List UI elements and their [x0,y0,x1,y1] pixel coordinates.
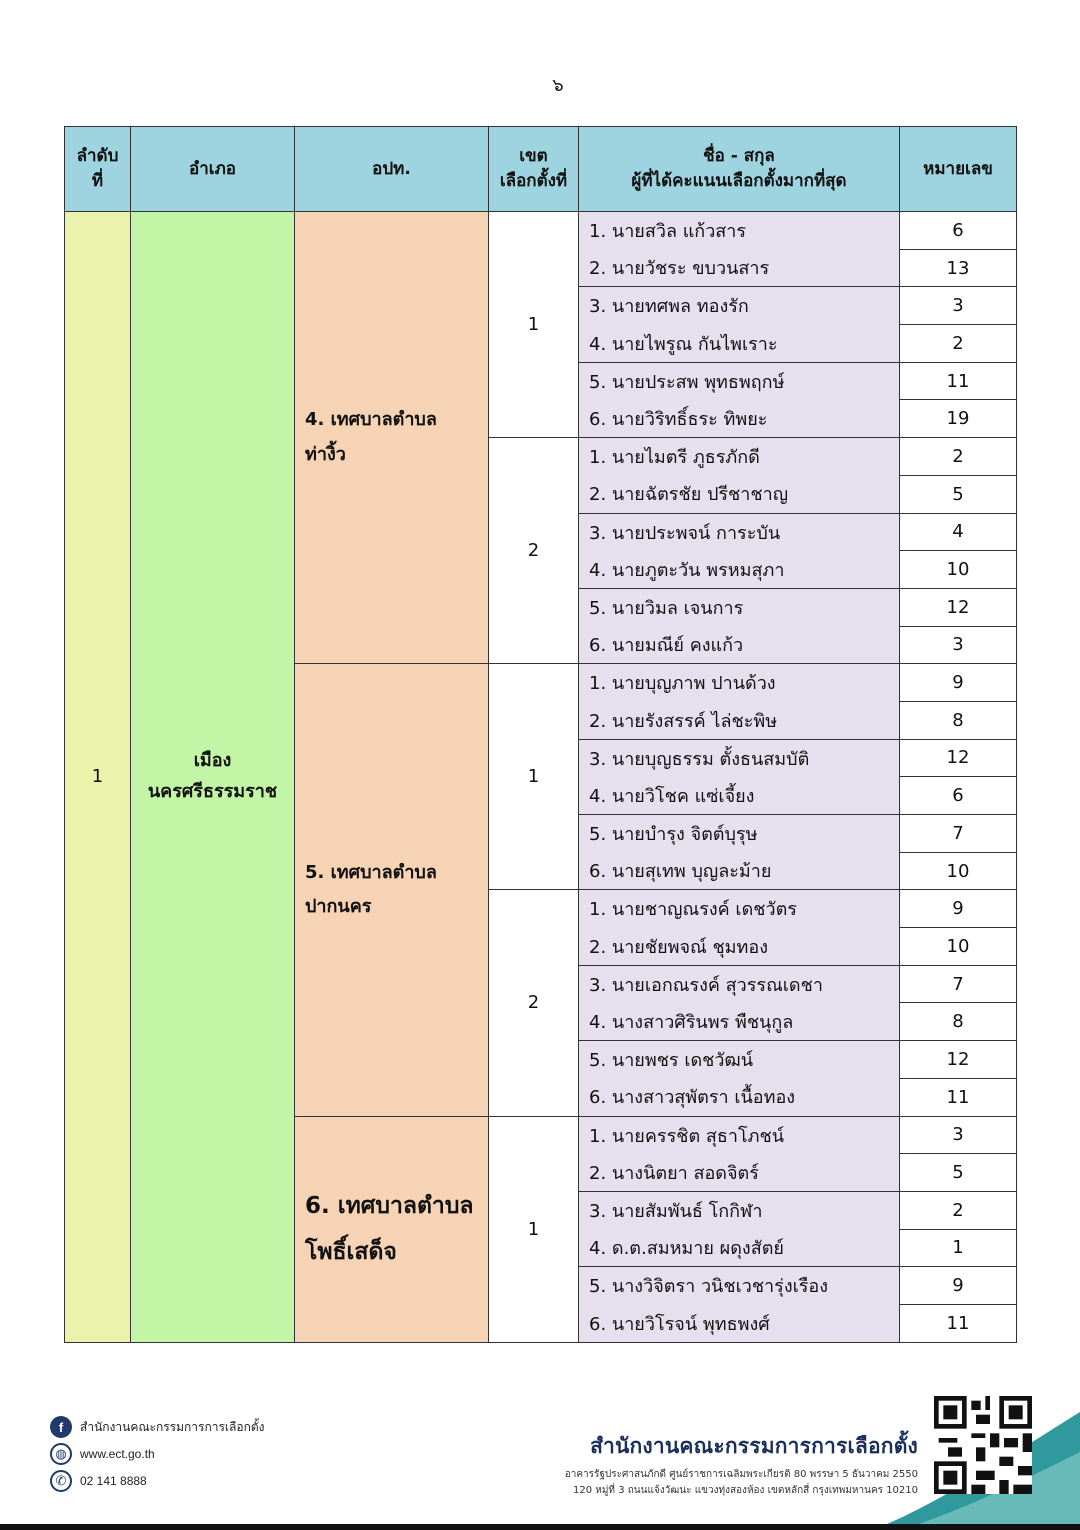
candidate-name: 1. นายชาญณรงค์ เดชวัตร [579,890,900,928]
opt-cell: 5. เทศบาลตำบล ปากนคร [295,664,489,1116]
org-address-line1: อาคารรัฐประศาสนภักดี ศูนย์ราชการเฉลิมพระเกียรติ 80 พรรษา 5 ธันวาคม 2550 [564,1469,918,1480]
candidate-number: 11 [900,362,1017,400]
candidate-name: 5. นายวิมล เจนการ [579,588,900,626]
candidate-number: 2 [900,1191,1017,1229]
candidate-name: 2. นายวัชระ ขบวนสาร [579,249,900,287]
candidate-number: 11 [900,1304,1017,1342]
candidate-number: 9 [900,890,1017,928]
phone-icon: ✆ [50,1470,72,1492]
zone-cell: 1 [489,212,579,438]
candidate-name: 6. นายวิโรจน์ พุทธพงศ์ [579,1304,900,1342]
candidate-name: 4. นางสาวศิรินพร พืชนุกูล [579,1003,900,1041]
candidate-name: 3. นายสัมพันธ์ โกกิฬา [579,1191,900,1229]
candidate-name: 6. นายสุเทพ บุญละม้าย [579,852,900,890]
candidate-number: 3 [900,626,1017,664]
candidate-number: 7 [900,815,1017,853]
website-text: www.ect.go.th [80,1447,155,1461]
zone-cell: 1 [489,664,579,890]
candidate-number: 6 [900,212,1017,250]
header-number: หมายเลข [900,127,1017,212]
candidate-name: 2. นายชัยพจณ์ ชุมทอง [579,928,900,966]
amphoe-cell: เมือง นครศรีธรรมราช [131,212,295,1343]
candidate-number: 1 [900,1229,1017,1267]
header-name: ชื่อ - สกุล ผู้ที่ได้คะแนนเลือกตั้งมากที่สุด [579,127,900,212]
contact-info [50,1414,264,1495]
order-cell: 1 [65,212,131,1343]
candidate-name: 1. นายครรชิต สุธาโภชน์ [579,1116,900,1154]
candidate-number: 13 [900,249,1017,287]
candidate-name: 1. นายไมตรี ภูธรภักดี [579,438,900,476]
candidate-number: 12 [900,1041,1017,1079]
header-zone: เขต เลือกตั้งที่ [489,127,579,212]
candidate-number: 10 [900,852,1017,890]
candidate-number: 5 [900,475,1017,513]
globe-icon: ◍ [50,1443,72,1465]
opt-cell: 4. เทศบาลตำบล ท่างิ้ว [295,212,489,664]
zone-cell: 2 [489,438,579,664]
candidate-number: 3 [900,287,1017,325]
page-number: ๖ [552,75,564,96]
candidate-name: 1. นายสวิล แก้วสาร [579,212,900,250]
zone-cell: 2 [489,890,579,1116]
org-block [565,1430,918,1498]
candidate-number: 8 [900,701,1017,739]
candidate-name: 4. ด.ต.สมหมาย ผดุงสัตย์ [579,1229,900,1267]
candidate-number: 10 [900,551,1017,589]
opt-cell: 6. เทศบาลตำบล โพธิ์เสด็จ [295,1116,489,1342]
election-results-table [64,126,1017,1343]
candidate-number: 9 [900,1267,1017,1305]
header-amphoe: อำเภอ [131,127,295,212]
candidate-name: 5. นางวิจิตรา วนิชเวชารุ่งเรือง [579,1267,900,1305]
candidate-number: 5 [900,1154,1017,1192]
zone-cell: 1 [489,1116,579,1342]
phone-text: 02 141 8888 [80,1474,147,1488]
facebook-text: สำนักงานคณะกรรมการการเลือกตั้ง [80,1419,265,1434]
candidate-name: 5. นายประสพ พุทธพฤกษ์ [579,362,900,400]
table-header-row [65,127,1017,212]
candidate-name: 6. นายวิริทธิ์ธระ ทิพยะ [579,400,900,438]
candidate-name: 1. นายบุญภาพ ปานด้วง [579,664,900,702]
candidate-name: 6. นายมณีย์ คงแก้ว [579,626,900,664]
candidate-name: 6. นางสาวสุพัตรา เนื้อทอง [579,1078,900,1116]
org-address-line2: 120 หมู่ที่ 3 ถนนแจ้งวัฒนะ แขวงทุ่งสองห้อง เขตหลักสี่ กรุงเทพมหานคร 10210 [572,1484,918,1496]
qr-code-icon [934,1396,1032,1494]
candidate-name: 2. นายฉัตรชัย ปรีชาชาญ [579,475,900,513]
header-order: ลำดับ ที่ [65,127,131,212]
table-row [65,212,1017,250]
header-opt: อปท. [295,127,489,212]
candidate-number: 8 [900,1003,1017,1041]
candidate-number: 4 [900,513,1017,551]
candidate-name: 4. นายภูตะวัน พรหมสุภา [579,551,900,589]
candidate-number: 10 [900,928,1017,966]
candidate-number: 7 [900,965,1017,1003]
candidate-name: 3. นายเอกณรงค์ สุวรรณเดชา [579,965,900,1003]
candidate-name: 5. นายพชร เดชวัฒน์ [579,1041,900,1079]
candidate-name: 4. นายวิโชค แซ่เจี้ยง [579,777,900,815]
candidate-number: 9 [900,664,1017,702]
candidate-number: 3 [900,1116,1017,1154]
candidate-name: 5. นายบำรุง จิตต์บุรุษ [579,815,900,853]
candidate-number: 19 [900,400,1017,438]
candidate-number: 11 [900,1078,1017,1116]
candidate-number: 6 [900,777,1017,815]
candidate-name: 3. นายประพจน์ การะบัน [579,513,900,551]
candidate-name: 4. นายไพรูณ กันไพเราะ [579,325,900,363]
candidate-number: 2 [900,325,1017,363]
candidate-name: 3. นายทศพล ทองรัก [579,287,900,325]
facebook-icon: f [50,1416,72,1438]
candidate-name: 2. นายรังสรรค์ ไล่ชะพิษ [579,701,900,739]
candidate-number: 12 [900,739,1017,777]
candidate-number: 12 [900,588,1017,626]
org-name: สำนักงานคณะกรรมการการเลือกตั้ง [590,1434,918,1458]
candidate-number: 2 [900,438,1017,476]
candidate-name: 2. นางนิตยา สอดจิตร์ [579,1154,900,1192]
bottom-bar [0,1524,1080,1530]
candidate-name: 3. นายบุญธรรม ตั้งธนสมบัติ [579,739,900,777]
